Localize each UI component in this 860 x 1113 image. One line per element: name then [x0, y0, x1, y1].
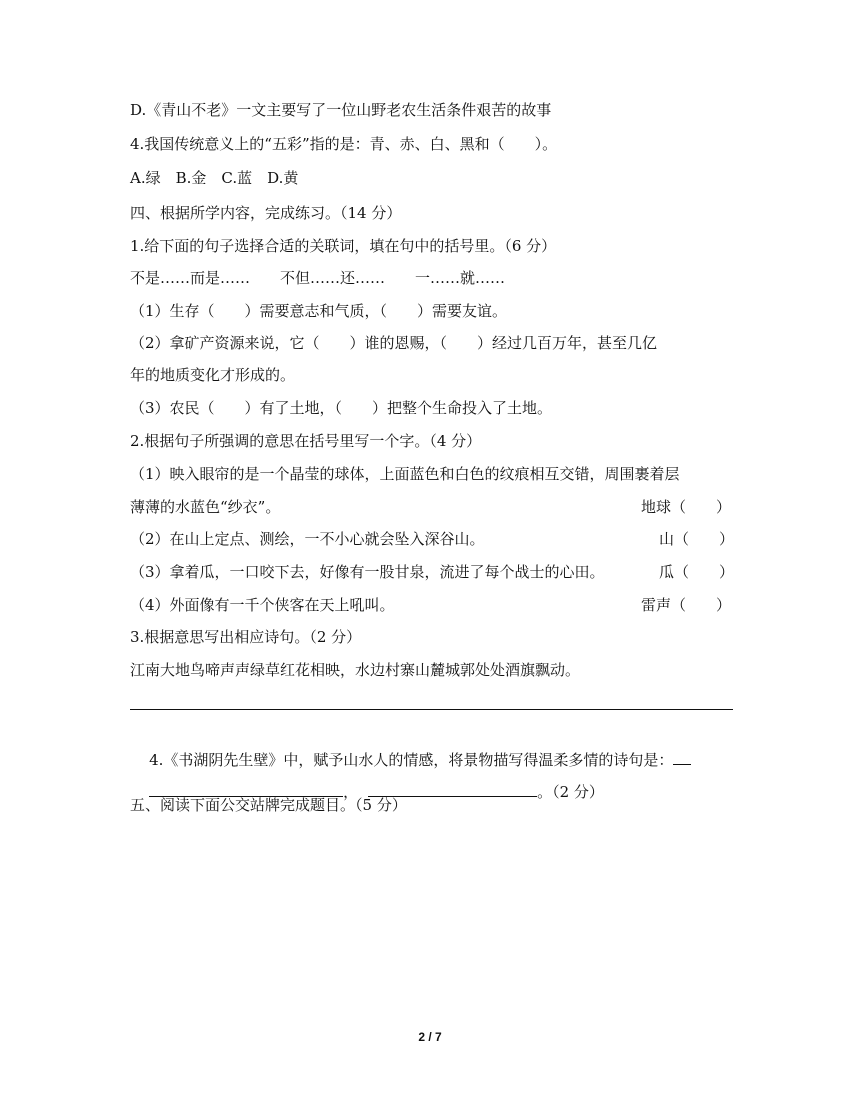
section-4-q3-meaning: 江南大地鸟啼声声绿草红花相映，水边村寨山麓城郭处处酒旗飘动。	[130, 661, 581, 679]
question-3-option-d: D.《青山不老》一文主要写了一位山野老农生活条件艰苦的故事	[130, 101, 552, 119]
section-4-q1-item-2: （2）拿矿产资源来说，它（ ）谁的恩赐，（ ）经过几百万年，甚至几亿	[130, 334, 658, 352]
comma: ，	[343, 783, 359, 801]
answer-blank-mountain[interactable]: 山（ ）	[659, 530, 735, 548]
question-4-prompt: 4.我国传统意义上的“五彩”指的是：青、赤、白、黑和（ ）。	[130, 135, 558, 153]
section-4-q1-item-1: （1）生存（ ）需要意志和气质，（ ）需要友谊。	[130, 302, 508, 320]
section-4-q3-prompt: 3.根据意思写出相应诗句。（2 分）	[130, 628, 362, 646]
answer-blank-melon[interactable]: 瓜（ ）	[659, 563, 735, 581]
section-4-q1-prompt: 1.给下面的句子选择合适的关联词，填在句中的括号里。（6 分）	[130, 237, 557, 255]
section-4-q2-item-3: （3）拿着瓜，一口咬下去，好像有一股甘泉，流进了每个战士的心田。	[130, 563, 605, 581]
section-4-q2-item-1-cont: 薄薄的水蓝色“纱衣”。	[130, 498, 281, 516]
poem-answer-line[interactable]	[130, 709, 733, 710]
section-4-q2-item-2: （2）在山上定点、测绘，一不小心就会坠入深谷山。	[130, 530, 485, 548]
section-4-heading: 四、根据所学内容，完成练习。（14 分）	[130, 204, 402, 222]
section-5-heading: 五、阅读下面公交站牌完成题目。（5 分）	[130, 796, 407, 814]
section-4-q1-item-3: （3）农民（ ）有了土地，（ ）把整个生命投入了土地。	[130, 399, 553, 417]
answer-blank-thunder[interactable]: 雷声（ ）	[641, 596, 732, 614]
conjunction-choices: 不是……而是…… 不但……还…… 一……就……	[130, 269, 506, 287]
section-4-q1-item-2-cont: 年的地质变化才形成的。	[130, 366, 296, 384]
section-4-q2-item-4: （4）外面像有一千个侠客在天上吼叫。	[130, 596, 395, 614]
poem-blank-start[interactable]	[673, 750, 691, 765]
points-note: 。（2 分）	[537, 783, 604, 801]
question-4-options: A.绿 B.金 C.蓝 D.黄	[130, 169, 299, 187]
section-4-q4-text: 4.《书湖阴先生壁》中，赋予山水人的情感，将景物描写得温柔多情的诗句是：	[149, 751, 674, 769]
answer-blank-earth[interactable]: 地球（ ）	[641, 498, 732, 516]
section-4-q2-item-1: （1）映入眼帘的是一个晶莹的球体，上面蓝色和白色的纹痕相互交错，周围裹着层	[130, 465, 680, 483]
section-4-q2-prompt: 2.根据句子所强调的意思在括号里写一个字。（4 分）	[130, 432, 482, 450]
page-number: 2 / 7	[418, 1030, 442, 1044]
